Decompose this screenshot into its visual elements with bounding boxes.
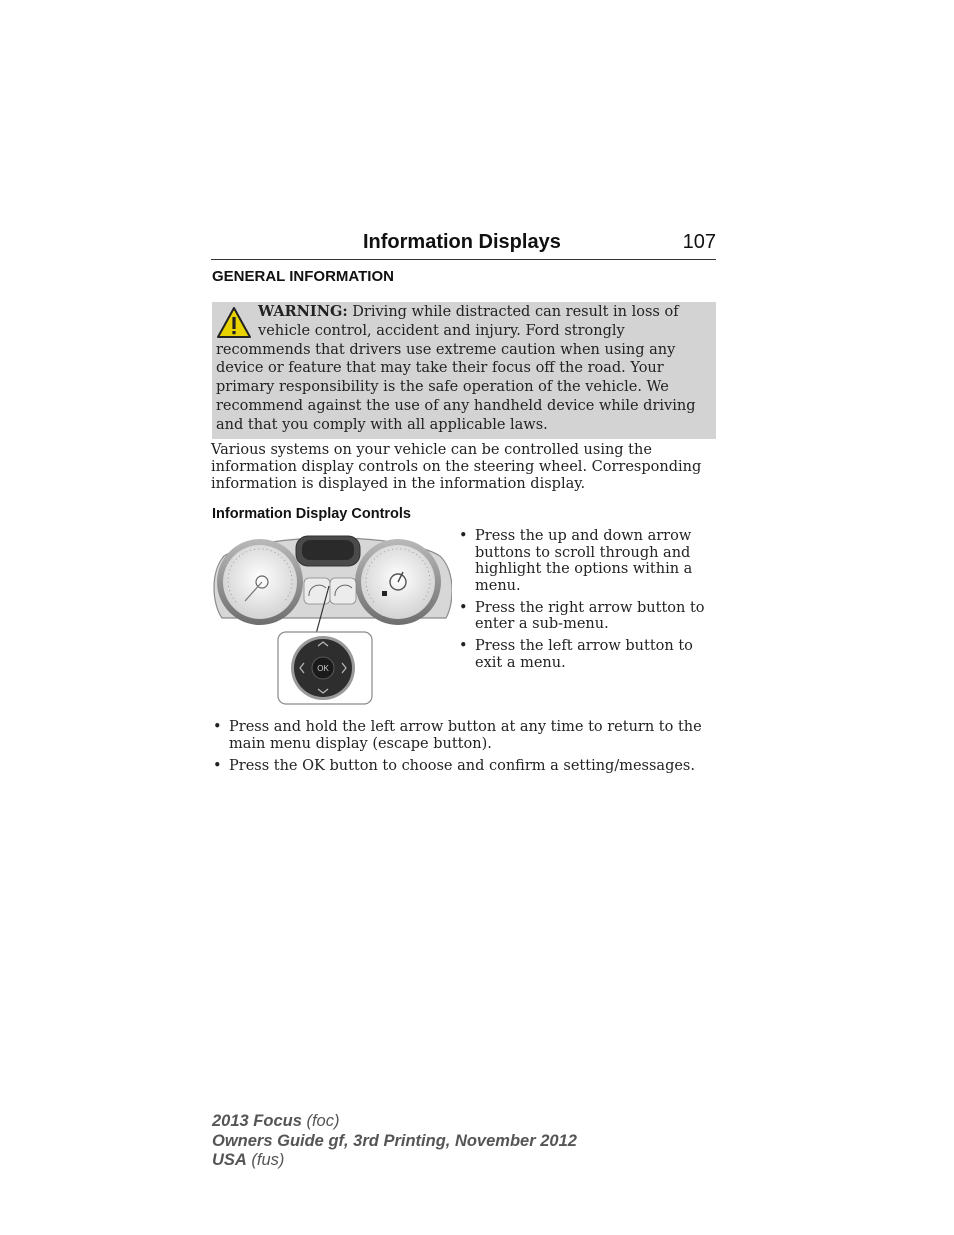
steering-wheel-controls bbox=[278, 632, 372, 704]
footer-region: USA bbox=[212, 1151, 247, 1169]
warning-text: Driving while distracted can result in loss of vehicle control, accident and injury. Ford strongly recommends that drivers use extreme caution when using any device or feature that may take their focus off the road. Your primary responsibility is the safe operation of the vehicle. We recommend against the use of any handheld device while driving and that you comply with all applicable laws. bbox=[216, 304, 696, 433]
controls-heading: Information Display Controls bbox=[212, 506, 411, 522]
footer-model-code: (foc) bbox=[301, 1112, 340, 1130]
warning-label: WARNING: bbox=[258, 303, 348, 320]
ok-button-label: OK bbox=[317, 664, 329, 673]
center-gauges bbox=[304, 578, 356, 604]
speedometer-gauge bbox=[217, 539, 303, 625]
tachometer-gauge bbox=[355, 539, 441, 625]
page-header bbox=[211, 229, 716, 260]
list-item: • Press and hold the left arrow button at any time to return to the main menu display (escape button). bbox=[212, 719, 717, 752]
footer-printing: Owners Guide gf, 3rd Printing, November 2012 bbox=[212, 1131, 577, 1150]
list-item: • Press the left arrow button to exit a menu. bbox=[458, 638, 716, 671]
footer-model: 2013 Focus bbox=[212, 1112, 302, 1130]
instrument-cluster-illustration bbox=[212, 528, 452, 706]
footer-region-code: (fus) bbox=[246, 1151, 285, 1169]
page-footer bbox=[212, 1112, 577, 1171]
list-item: • Press the OK button to choose and confirm a setting/messages. bbox=[212, 758, 717, 775]
controls-side-list bbox=[458, 528, 716, 677]
warning-triangle-icon bbox=[216, 306, 252, 340]
section-heading: GENERAL INFORMATION bbox=[212, 268, 394, 285]
warning-box bbox=[212, 302, 716, 439]
page-number: 107 bbox=[682, 231, 716, 253]
list-item: • Press the up and down arrow buttons to scroll through and highlight the options within a menu. bbox=[458, 528, 716, 594]
controls-list bbox=[212, 719, 717, 780]
list-item: • Press the right arrow button to enter a sub-menu. bbox=[458, 600, 716, 633]
intro-paragraph: Various systems on your vehicle can be controlled using the information display controls on the steering wheel. Corresponding information is displayed in the information display. bbox=[211, 442, 702, 492]
chapter-title: Information Displays bbox=[363, 231, 561, 253]
